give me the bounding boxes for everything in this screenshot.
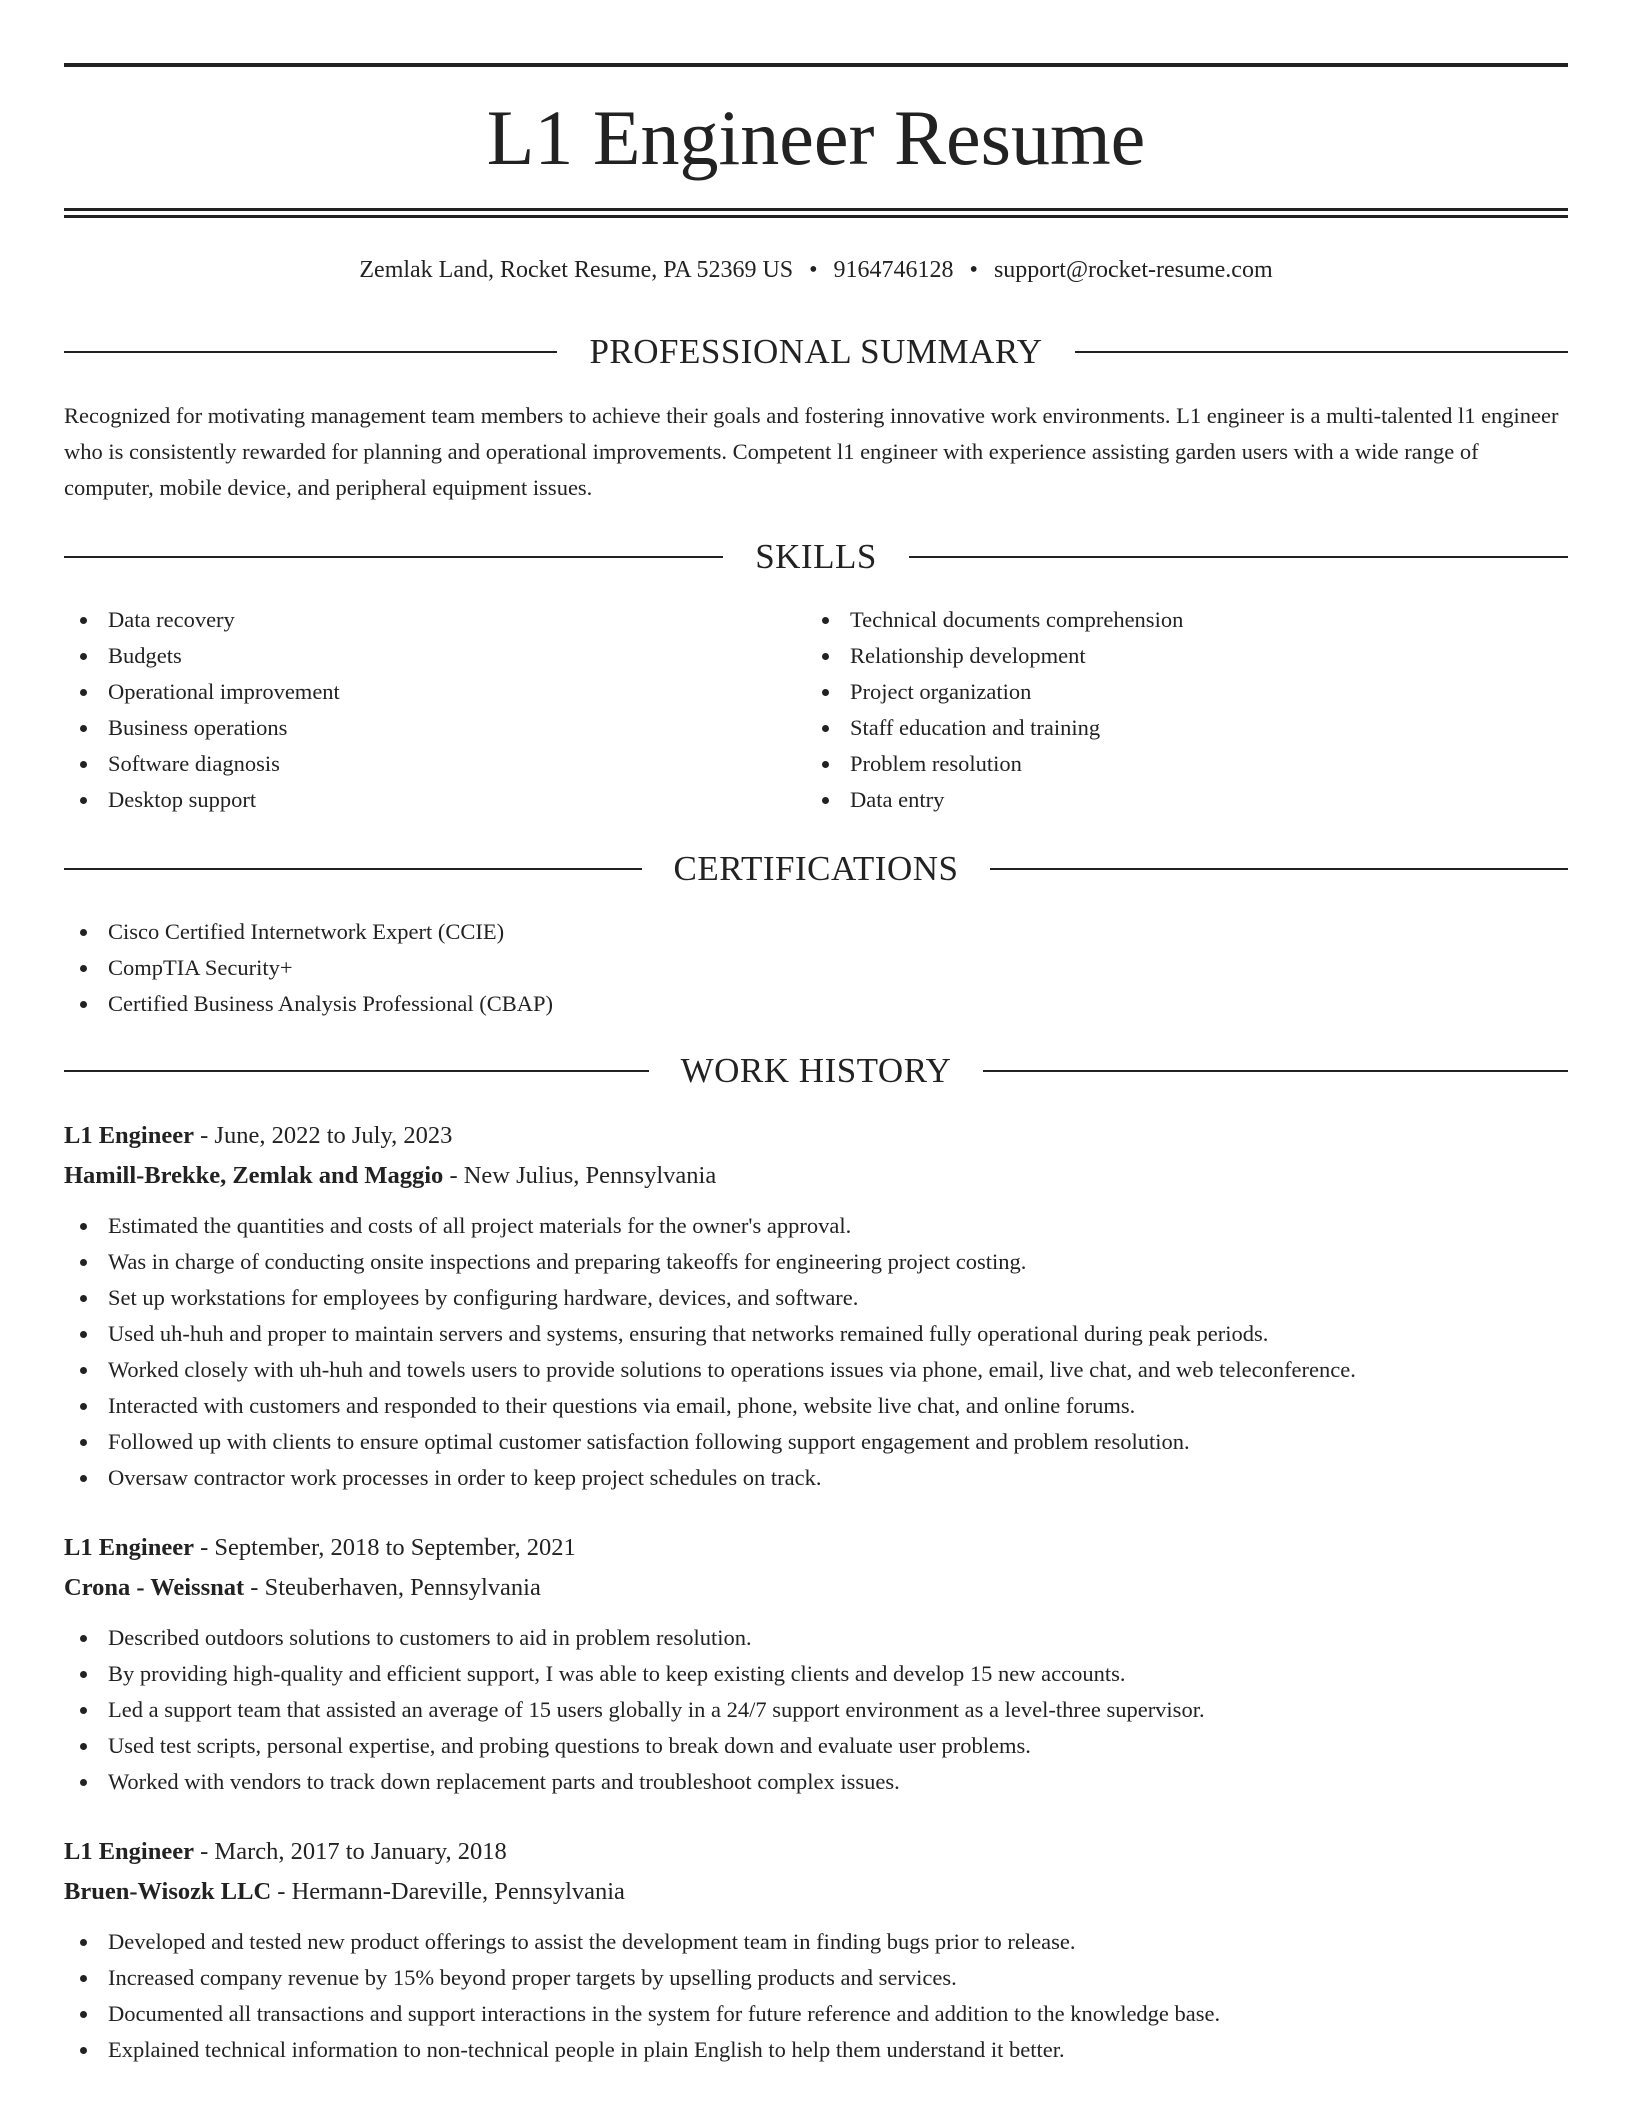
summary-heading	[64, 332, 1568, 372]
certification-item: CompTIA Security+	[64, 950, 553, 986]
skill-item: Software diagnosis	[64, 746, 340, 782]
skill-item: Relationship development	[806, 638, 1183, 674]
job-duty: Described outdoors solutions to customers to aid in problem resolution.	[64, 1620, 1568, 1656]
job-company: Hamill-Brekke, Zemlak and Maggio	[64, 1162, 444, 1189]
title-double-rule	[64, 208, 1568, 218]
job-entry	[64, 1528, 1568, 1800]
job-location: Steuberhaven, Pennsylvania	[264, 1574, 541, 1601]
skill-item: Problem resolution	[806, 746, 1183, 782]
job-company-line: Hamill-Brekke, Zemlak and Maggio - New Julius, Pennsylvania	[64, 1162, 717, 1189]
skill-item: Operational improvement	[64, 674, 340, 710]
job-company: Bruen-Wisozk LLC	[64, 1878, 272, 1905]
job-duties-list	[64, 1620, 1568, 1800]
certification-item: Cisco Certified Internetwork Expert (CCIE)	[64, 914, 553, 950]
job-title: L1 Engineer	[64, 1122, 194, 1149]
heading-rule-left	[64, 351, 557, 353]
job-duty: Interacted with customers and responded to their questions via email, phone, website live chat, and online forums.	[64, 1388, 1568, 1424]
job-duty: Explained technical information to non-technical people in plain English to help them understand it better.	[64, 2032, 1568, 2068]
resume-title: L1 Engineer Resume	[486, 94, 1146, 181]
job-duty: Worked with vendors to track down replacement parts and troubleshoot complex issues.	[64, 1764, 1568, 1800]
contact-phone: 9164746128	[833, 257, 954, 283]
skill-item: Desktop support	[64, 782, 340, 818]
job-duty: Used test scripts, personal expertise, and probing questions to break down and evaluate user problems.	[64, 1728, 1568, 1764]
skill-item: Technical documents comprehension	[806, 602, 1183, 638]
job-duty: Estimated the quantities and costs of all project materials for the owner's approval.	[64, 1208, 1568, 1244]
heading-rule-right	[983, 1070, 1568, 1072]
skill-item: Project organization	[806, 674, 1183, 710]
job-entry	[64, 1832, 1568, 2068]
job-duties-list	[64, 1208, 1568, 1496]
contact-email: support@rocket-resume.com	[993, 257, 1273, 283]
job-location: Hermann-Dareville, Pennsylvania	[291, 1878, 625, 1905]
contact-line	[64, 252, 1568, 288]
job-company: Crona - Weissnat	[64, 1574, 245, 1601]
job-duty: Oversaw contractor work processes in order to keep project schedules on track.	[64, 1460, 1568, 1496]
job-duty: Worked closely with uh-huh and towels users to provide solutions to operations issues via phone, email, live chat, and web teleconference.	[64, 1352, 1568, 1388]
job-dates: March, 2017 to January, 2018	[214, 1838, 507, 1865]
contact-address: Zemlak Land, Rocket Resume, PA 52369 US	[359, 257, 794, 283]
skill-item: Budgets	[64, 638, 340, 674]
skills-heading	[64, 537, 1568, 577]
certification-item: Certified Business Analysis Professional (CBAP)	[64, 986, 553, 1022]
skill-item: Business operations	[64, 710, 340, 746]
heading-rule-right	[909, 556, 1568, 558]
skills-list-left	[64, 602, 340, 818]
job-title-line: L1 Engineer - March, 2017 to January, 2018	[64, 1838, 507, 1865]
job-duty: Was in charge of conducting onsite inspections and preparing takeoffs for engineering project costing.	[64, 1244, 1568, 1280]
summary-heading-label: PROFESSIONAL SUMMARY	[589, 332, 1043, 371]
job-dates: June, 2022 to July, 2023	[214, 1122, 453, 1149]
contact-separator: •	[969, 257, 978, 283]
work-history-heading-label: WORK HISTORY	[680, 1051, 952, 1090]
job-location: New Julius, Pennsylvania	[463, 1162, 717, 1189]
job-duty: Increased company revenue by 15% beyond proper targets by upselling products and services.	[64, 1960, 1568, 1996]
skill-item: Staff education and training	[806, 710, 1183, 746]
job-dates: September, 2018 to September, 2021	[214, 1534, 576, 1561]
heading-rule-left	[64, 1070, 649, 1072]
skill-item: Data entry	[806, 782, 1183, 818]
summary-text: Recognized for motivating management team members to achieve their goals and fostering innovative work environments. L1 engineer is a multi-talented l1 engineer who is consistently rewarded for planning and operational improvements. Competent l1 engineer with experience assisting garden users with a wide range of computer, mobile device, and peripheral equipment issues.	[64, 403, 1559, 500]
work-history-heading	[64, 1051, 1568, 1091]
skills-list-right	[806, 602, 1183, 818]
job-title: L1 Engineer	[64, 1534, 194, 1561]
top-rule	[64, 63, 1568, 67]
heading-rule-left	[64, 556, 723, 558]
heading-rule-right	[1075, 351, 1568, 353]
skills-heading-label: SKILLS	[755, 537, 877, 576]
job-duty: By providing high-quality and efficient support, I was able to keep existing clients and develop 15 new accounts.	[64, 1656, 1568, 1692]
job-duty: Set up workstations for employees by configuring hardware, devices, and software.	[64, 1280, 1568, 1316]
certifications-heading	[64, 849, 1568, 889]
job-title: L1 Engineer	[64, 1838, 194, 1865]
job-duty: Used uh-huh and proper to maintain servers and systems, ensuring that networks remained fully operational during peak periods.	[64, 1316, 1568, 1352]
job-duty: Followed up with clients to ensure optimal customer satisfaction following support engagement and problem resolution.	[64, 1424, 1568, 1460]
contact-separator: •	[809, 257, 818, 283]
job-company-line: Bruen-Wisozk LLC - Hermann-Dareville, Pennsylvania	[64, 1878, 625, 1905]
heading-rule-left	[64, 868, 642, 870]
job-company-line: Crona - Weissnat - Steuberhaven, Pennsylvania	[64, 1574, 541, 1601]
skill-item: Data recovery	[64, 602, 340, 638]
certifications-heading-label: CERTIFICATIONS	[673, 849, 959, 888]
job-duty: Led a support team that assisted an average of 15 users globally in a 24/7 support environment as a level-three supervisor.	[64, 1692, 1568, 1728]
job-duties-list	[64, 1924, 1568, 2068]
certifications-list	[64, 914, 553, 1022]
job-title-line: L1 Engineer - June, 2022 to July, 2023	[64, 1122, 453, 1149]
job-duty: Documented all transactions and support interactions in the system for future reference and addition to the knowledge base.	[64, 1996, 1568, 2032]
heading-rule-right	[990, 868, 1568, 870]
job-duty: Developed and tested new product offerings to assist the development team in finding bugs prior to release.	[64, 1924, 1568, 1960]
job-entry	[64, 1116, 1568, 1496]
job-title-line: L1 Engineer - September, 2018 to September, 2021	[64, 1534, 576, 1561]
